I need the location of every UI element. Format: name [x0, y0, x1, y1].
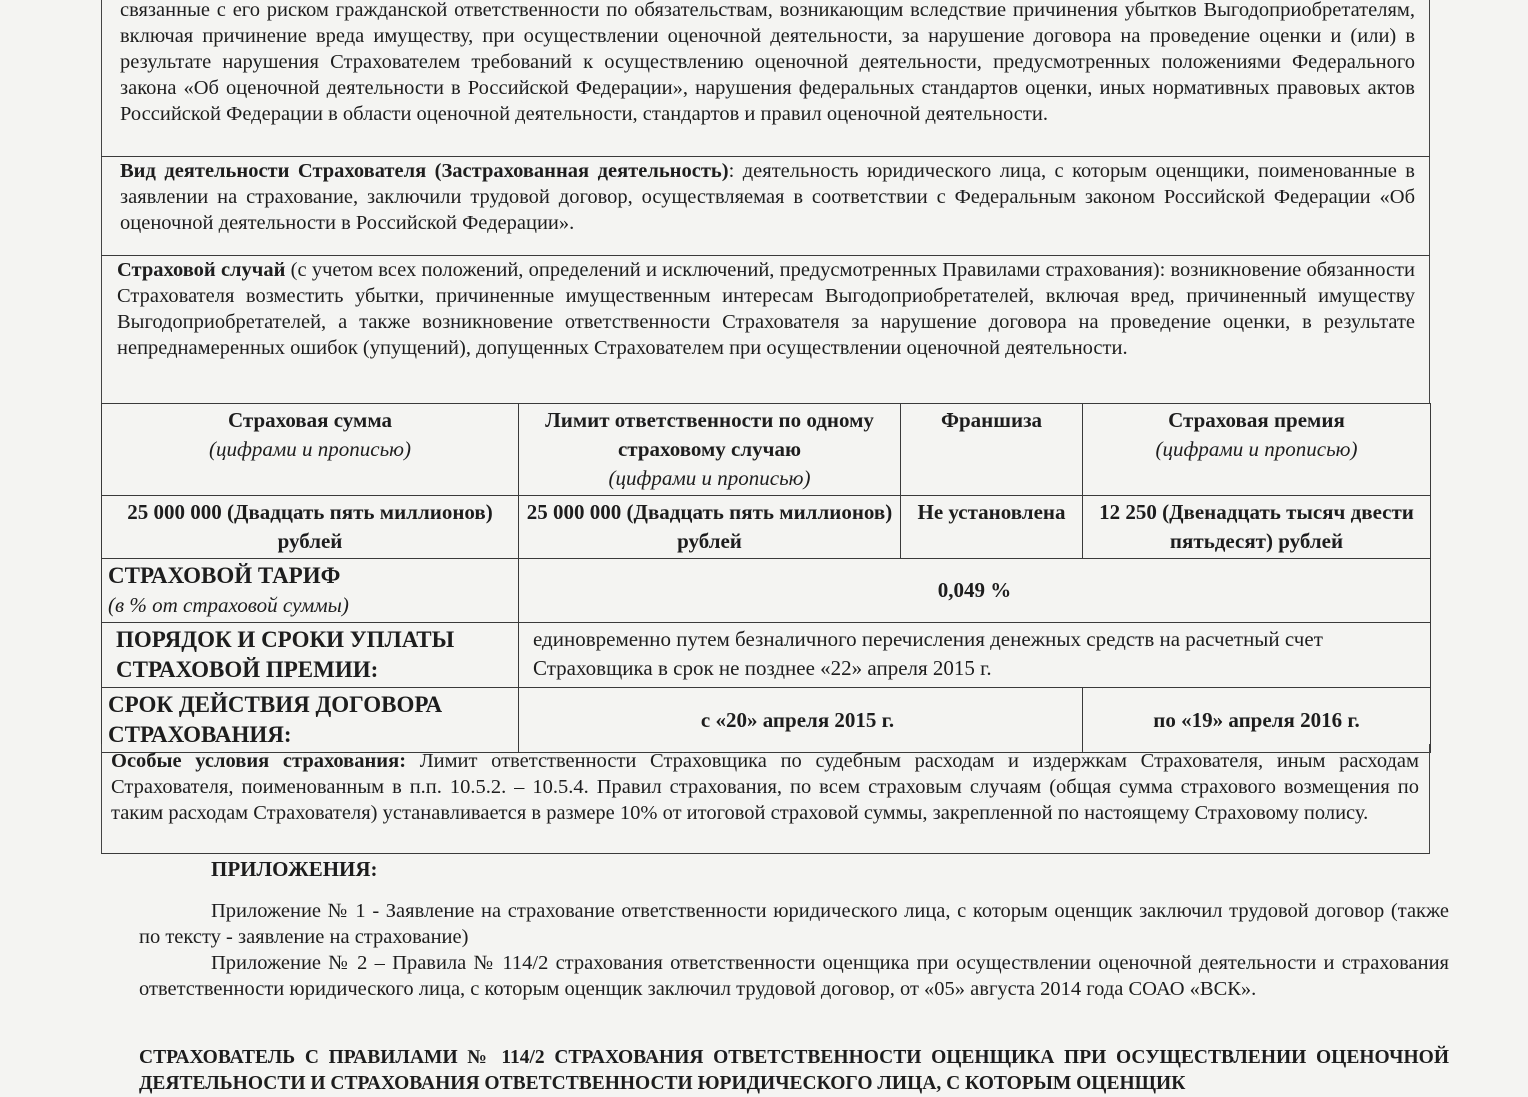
header-limit: Лимит ответственности по одному страховому случаю (цифрами и прописью) [519, 404, 901, 496]
activity-section [101, 157, 1430, 255]
special-conditions-section [101, 744, 1430, 854]
terms-header-row [102, 404, 1431, 496]
term-row [102, 688, 1431, 753]
value-deductible: Не установлена [901, 496, 1083, 559]
insured-event-paragraph [117, 257, 1415, 361]
activity-text: : деятельность юридического лица, с которым оценщики, поименованные в заявлении на страхование, заключили трудовой договор, осуществляемая в соответствии с Федеральным законом Российской Федерации «Об оценочной деятельности в Российской Федерации». [120, 160, 1415, 234]
footer-text: СТРАХОВАТЕЛЬ С ПРАВИЛАМИ № 114/2 СТРАХОВАНИЯ ОТВЕТСТВЕННОСТИ ОЦЕНЩИКА ПРИ ОСУЩЕСТВЛЕНИИ ОЦЕНОЧНОЙ ДЕЯТЕЛЬНОСТИ И СТРАХОВАНИЯ ОТВЕТСТВЕННОСТИ ЮРИДИЧЕСКОГО ЛИЦА, С КОТОРЫМ ОЦЕНЩИК [139, 1047, 1449, 1094]
special-conditions-text: Лимит ответственности Страховщика по судебным расходам и издержкам Страхователя, иным расходам Страхователя, поименованным в п.п. 10.5.2. – 10.5.4. Правил страхования, по всем страховым случаям (общая сумма страхового возмещения по таким расходам Страхователя) устанавливается в размере 10% от итоговой страховой суммы, закрепленной по настоящему Страховому полису. [111, 750, 1419, 824]
header-premium: Страховая премия (цифрами и прописью) [1083, 404, 1431, 496]
value-limit: 25 000 000 (Двадцать пять миллионов) рублей [519, 496, 901, 559]
appendix-item-1: Приложение № 1 - Заявление на страхование ответственности юридического лица, с которым оценщик заключил трудовой договор (также по тексту - заявление на страхование) [139, 900, 1449, 948]
tariff-sub: (в % от страховой суммы) [108, 593, 349, 617]
header-deductible: Франшиза [901, 404, 1083, 496]
insured-object-text: связанные с его риском гражданской ответственности по обязательствам, возникающим вследствие причинения убытков Выгодоприобретателям, включая причинение вреда имуществу, при осуществлении оценочной деятельности, за нарушение договора на проведение оценки и (или) в результате нарушения Страхователем требований к осуществлению оценочной деятельности, предусмотренных положениями Федерального закона «Об оценочной деятельности в Российской Федерации», нарушения федеральных стандартов оценки, иных нормативных правовых актов Российской Федерации в области оценочной деятельности, стандартов и правил оценочной деятельности. [120, 0, 1415, 125]
special-conditions-label: Особые условия страхования: [111, 750, 407, 772]
special-conditions-paragraph [111, 748, 1419, 826]
insured-object-section [101, 0, 1430, 156]
value-premium: 12 250 (Двенадцать тысяч двести пятьдесят) рублей [1083, 496, 1431, 559]
terms-table [101, 403, 1431, 753]
header-sum: Страховая сумма (цифрами и прописью) [102, 404, 519, 496]
term-label: СРОК ДЕЙСТВИЯ ДОГОВОРА СТРАХОВАНИЯ: [108, 692, 443, 747]
terms-values-row [102, 496, 1431, 559]
tariff-row [102, 559, 1431, 623]
term-from: с «20» апреля 2015 г. [519, 688, 1083, 753]
term-to: по «19» апреля 2016 г. [1083, 688, 1431, 753]
tariff-label: СТРАХОВОЙ ТАРИФ [108, 563, 341, 588]
appendices-heading: ПРИЛОЖЕНИЯ: [211, 857, 378, 881]
payment-label: ПОРЯДОК И СРОКИ УПЛАТЫ СТРАХОВОЙ ПРЕМИИ: [116, 627, 455, 682]
tariff-label-cell [102, 559, 519, 623]
insured-event-text: (с учетом всех положений, определений и исключений, предусмотренных Правилами страхования): возникновение обязанности Страхователя возместить убытки, причиненные имущественным интересам Выгодоприобретателей, включая вред, причиненный имуществу Выгодоприобретателей, а также возникновение ответственности Страхователя за нарушение договора на проведение оценки, в результате непреднамеренных ошибок (упущений), допущенных Страхователем при осуществлении оценочной деятельности. [117, 259, 1415, 359]
payment-label-cell [102, 623, 519, 688]
activity-label: Вид деятельности Страхователя (Застрахованная деятельность) [120, 160, 729, 182]
tariff-value: 0,049 % [519, 559, 1431, 623]
payment-row [102, 623, 1431, 688]
payment-value: единовременно путем безналичного перечисления денежных средств на расчетный счет Страховщика в срок не позднее «22» апреля 2015 г. [519, 623, 1431, 688]
insured-event-label: Страховой случай [117, 259, 286, 281]
appendix-item-2: Приложение № 2 – Правила № 114/2 страхования ответственности оценщика при осуществлении оценочной деятельности и страхования ответственности юридического лица, с которым оценщик заключил трудовой договор, от «05» августа 2014 года СОАО «ВСК». [139, 952, 1449, 1000]
insured-event-section [101, 256, 1430, 403]
value-sum: 25 000 000 (Двадцать пять миллионов) рублей [102, 496, 519, 559]
term-label-cell [102, 688, 519, 753]
activity-paragraph [120, 158, 1415, 236]
